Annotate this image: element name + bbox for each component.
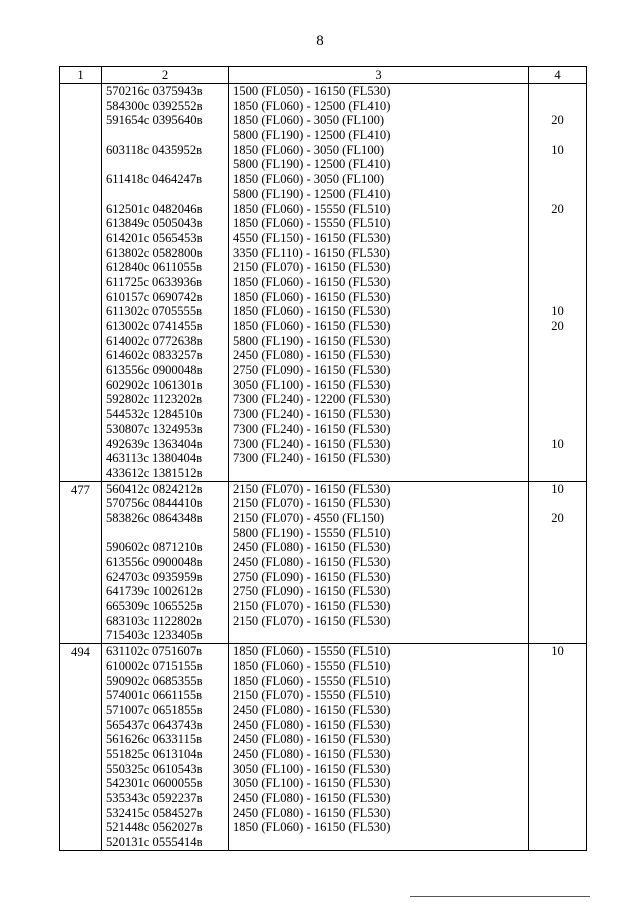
coordinate-line: 560412с 0824212в [106, 481, 203, 496]
table-group-row [60, 481, 587, 644]
coordinates-cell [102, 644, 229, 851]
table-group-row [60, 84, 587, 482]
altitude-range-line: 5800 (FL190) - 16150 (FL530) [233, 333, 391, 348]
altitude-range-line: 1850 (FL060) - 15550 (FL510) [233, 658, 391, 673]
value-line: 20 [551, 113, 564, 128]
value-line: 10 [551, 304, 564, 319]
coordinate-line: 530807с 1324953в [106, 421, 203, 436]
value-line [529, 820, 586, 835]
value-line: 10 [551, 481, 564, 496]
coordinate-line: 591654с 0395640в [106, 113, 203, 128]
altitude-range-line: 2150 (FL070) - 16150 (FL530) [233, 496, 391, 511]
coordinate-line: 602902с 1061301в [106, 377, 203, 392]
altitude-range-line: 2450 (FL080) - 16150 (FL530) [233, 791, 391, 805]
altitude-range-cell [229, 644, 529, 851]
coordinate-line: 612840с 0611055в [106, 260, 203, 275]
value-line [529, 246, 586, 261]
header-col-1: 1 [60, 67, 102, 84]
altitude-range-line: 7300 (FL240) - 16150 (FL530) [233, 407, 391, 422]
coordinate-line: 614201с 0565453в [106, 230, 203, 245]
value-line [529, 363, 586, 378]
group-id [60, 84, 102, 482]
coordinate-line [102, 157, 228, 172]
coordinate-line: 613556с 0900048в [106, 363, 203, 378]
coordinates-cell [102, 481, 229, 644]
coordinate-line: 574001с 0661155в [106, 688, 203, 703]
coordinate-line: 715403с 1233405в [106, 628, 203, 643]
coordinates-cell [102, 84, 229, 482]
value-line [529, 466, 586, 481]
value-line [529, 392, 586, 407]
airspace-table [59, 66, 587, 851]
altitude-range-line [229, 628, 528, 643]
header-col-4: 4 [529, 67, 587, 84]
altitude-range-line: 3350 (FL110) - 16150 (FL530) [233, 245, 390, 260]
header-col-2: 2 [102, 67, 229, 84]
value-line [529, 835, 586, 850]
coordinate-line: 561626с 0633115в [106, 732, 203, 747]
altitude-range-line: 2450 (FL080) - 16150 (FL530) [233, 540, 391, 555]
value-line [529, 555, 586, 570]
altitude-range-line: 2150 (FL070) - 16150 (FL530) [233, 481, 391, 496]
altitude-range-line: 2150 (FL070) - 4550 (FL150) [233, 510, 385, 525]
value-line [529, 806, 586, 821]
altitude-range-line: 2150 (FL070) - 16150 (FL530) [233, 260, 391, 275]
value-line: 10 [551, 644, 564, 659]
altitude-range-line: 7300 (FL240) - 16150 (FL530) [233, 451, 391, 466]
value-line [529, 718, 586, 733]
coordinate-line: 603118с 0435952в [106, 142, 203, 157]
value-line [529, 99, 586, 114]
coordinate-line: 610002с 0715155в [106, 658, 203, 673]
value-line [529, 128, 586, 143]
value-line [529, 584, 586, 599]
altitude-range-line: 2450 (FL080) - 16150 (FL530) [233, 348, 391, 363]
page-number: 8 [316, 33, 324, 49]
value-line [529, 599, 586, 614]
value-line [529, 216, 586, 231]
coordinate-line: 590602с 0871210в [106, 540, 203, 555]
value-line [529, 187, 586, 202]
value-line [529, 614, 586, 629]
coordinate-line: 611725с 0633936в [106, 274, 203, 289]
value-line: 20 [551, 319, 564, 333]
table-group-row [60, 644, 587, 851]
coordinate-line: 614602с 0833257в [106, 348, 203, 363]
altitude-range-line: 1850 (FL060) - 15550 (FL510) [233, 216, 391, 231]
coordinate-line: 590902с 0685355в [106, 673, 203, 688]
altitude-range-line: 7300 (FL240) - 16150 (FL530) [233, 436, 391, 451]
value-cell [529, 644, 587, 851]
altitude-range-line: 2450 (FL080) - 16150 (FL530) [233, 555, 391, 569]
value-line [529, 157, 586, 172]
group-id: 494 [60, 644, 102, 851]
altitude-range-line: 1850 (FL060) - 16150 (FL530) [233, 274, 391, 289]
value-line: 10 [551, 436, 564, 451]
coordinate-line: 532415с 0584527в [106, 805, 203, 820]
coordinate-line: 624703с 0935959в [106, 569, 203, 584]
value-line [529, 540, 586, 555]
coordinate-line: 613849с 0505043в [106, 216, 203, 231]
coordinate-line: 542301с 0600055в [106, 776, 203, 791]
coordinate-line: 614002с 0772638в [106, 333, 203, 348]
value-line [529, 747, 586, 762]
footer-rule [410, 896, 590, 897]
altitude-range-line: 1850 (FL060) - 3050 (FL100) [233, 172, 385, 187]
group-id: 477 [60, 481, 102, 644]
value-line [529, 407, 586, 422]
coordinate-line: 520131с 0555414в [106, 835, 203, 850]
header-col-3: 3 [229, 67, 529, 84]
altitude-range-line: 2150 (FL070) - 16150 (FL530) [233, 613, 391, 628]
altitude-range-line: 3050 (FL100) - 16150 (FL530) [233, 761, 391, 776]
value-line [529, 451, 586, 466]
value-line [529, 334, 586, 349]
value-line [529, 378, 586, 393]
altitude-range-line: 2450 (FL080) - 16150 (FL530) [233, 805, 391, 820]
altitude-range-line: 1850 (FL060) - 16150 (FL530) [233, 820, 391, 835]
coordinate-line: 570756с 0844410в [106, 496, 203, 511]
value-line [529, 762, 586, 777]
value-line [529, 422, 586, 437]
coordinate-line: 631102с 0751607в [106, 644, 203, 659]
altitude-range-line: 1850 (FL060) - 15550 (FL510) [233, 644, 391, 659]
value-line [529, 688, 586, 703]
altitude-range-line: 5800 (FL190) - 15550 (FL510) [233, 525, 391, 540]
altitude-range-line: 7300 (FL240) - 12200 (FL530) [233, 392, 391, 407]
altitude-range-cell [229, 481, 529, 644]
value-line [529, 776, 586, 791]
altitude-range-line: 5800 (FL190) - 12500 (FL410) [233, 128, 391, 143]
value-line: 10 [551, 142, 564, 157]
altitude-range-line [229, 835, 528, 850]
altitude-range-line: 4550 (FL150) - 16150 (FL530) [233, 230, 391, 245]
table-header-row [60, 67, 587, 84]
value-line [529, 348, 586, 363]
value-line [529, 275, 586, 290]
value-line [529, 570, 586, 585]
coordinate-line: 612501с 0482046в [106, 201, 203, 216]
coordinate-line: 584300с 0392552в [106, 98, 203, 113]
value-line [529, 659, 586, 674]
value-line [529, 791, 586, 806]
coordinate-line: 570216с 0375943в [106, 84, 203, 98]
value-cell [529, 84, 587, 482]
coordinate-line: 611302с 0705555в [106, 304, 203, 319]
coordinate-line: 641739с 1002612в [106, 584, 203, 599]
coordinate-line [102, 128, 228, 143]
coordinate-line: 535343с 0592237в [106, 791, 203, 805]
coordinate-line: 613556с 0900048в [106, 555, 203, 569]
altitude-range-line [229, 466, 528, 481]
coordinate-line: 492639с 1363404в [106, 436, 203, 451]
coordinate-line: 610157с 0690742в [106, 289, 203, 304]
altitude-range-line: 2150 (FL070) - 15550 (FL510) [233, 688, 391, 703]
value-line [529, 290, 586, 305]
coordinate-line: 550325с 0610543в [106, 761, 203, 776]
value-line [529, 496, 586, 511]
altitude-range-line: 5800 (FL190) - 12500 (FL410) [233, 157, 391, 172]
coordinate-line: 613002с 0741455в [106, 319, 203, 333]
coordinate-line: 551825с 0613104в [106, 746, 203, 761]
value-line [529, 628, 586, 643]
altitude-range-line: 1850 (FL060) - 3050 (FL100) [233, 113, 385, 128]
value-line [529, 703, 586, 718]
coordinate-line: 592802с 1123202в [106, 392, 203, 407]
coordinate-line: 665309с 1065525в [106, 599, 203, 614]
altitude-range-line: 1850 (FL060) - 3050 (FL100) [233, 142, 385, 157]
coordinate-line: 571007с 0651855в [106, 702, 203, 717]
altitude-range-cell [229, 84, 529, 482]
coordinate-line: 611418с 0464247в [106, 172, 203, 187]
altitude-range-line: 1850 (FL060) - 12500 (FL410) [233, 98, 391, 113]
altitude-range-line: 7300 (FL240) - 16150 (FL530) [233, 421, 391, 436]
value-line [529, 732, 586, 747]
altitude-range-line: 2150 (FL070) - 16150 (FL530) [233, 599, 391, 614]
altitude-range-line: 3050 (FL100) - 16150 (FL530) [233, 377, 391, 392]
coordinate-line: 565437с 0643743в [106, 717, 203, 732]
coordinate-line [102, 187, 228, 202]
altitude-range-line: 2450 (FL080) - 16150 (FL530) [233, 702, 391, 717]
value-line [529, 172, 586, 187]
value-line [529, 526, 586, 541]
altitude-range-line: 1850 (FL060) - 15550 (FL510) [233, 673, 391, 688]
altitude-range-line: 2750 (FL090) - 16150 (FL530) [233, 569, 391, 584]
altitude-range-line: 2450 (FL080) - 16150 (FL530) [233, 746, 391, 761]
value-line [529, 84, 586, 99]
coordinate-line: 544532с 1284510в [106, 407, 203, 422]
value-line [529, 260, 586, 275]
altitude-range-line: 2450 (FL080) - 16150 (FL530) [233, 732, 391, 747]
coordinate-line [102, 526, 228, 541]
coordinate-line: 463113с 1380404в [106, 451, 203, 466]
value-cell [529, 481, 587, 644]
coordinate-line: 613802с 0582800в [106, 245, 203, 260]
altitude-range-line: 2750 (FL090) - 16150 (FL530) [233, 363, 391, 378]
altitude-range-line: 3050 (FL100) - 16150 (FL530) [233, 776, 391, 791]
value-line [529, 674, 586, 689]
value-line: 20 [551, 201, 564, 216]
altitude-range-line: 1850 (FL060) - 16150 (FL530) [233, 304, 391, 319]
altitude-range-line: 1500 (FL050) - 16150 (FL530) [233, 84, 391, 98]
altitude-range-line: 5800 (FL190) - 12500 (FL410) [233, 186, 391, 201]
altitude-range-line: 2750 (FL090) - 16150 (FL530) [233, 584, 391, 599]
altitude-range-line: 2450 (FL080) - 16150 (FL530) [233, 717, 391, 732]
value-line [529, 231, 586, 246]
coordinate-line: 521448с 0562027в [106, 820, 203, 835]
altitude-range-line: 1850 (FL060) - 16150 (FL530) [233, 319, 391, 333]
coordinate-line: 583826с 0864348в [106, 510, 203, 525]
value-line: 20 [551, 510, 564, 525]
altitude-range-line: 1850 (FL060) - 15550 (FL510) [233, 201, 391, 216]
coordinate-line: 433612с 1381512в [106, 465, 203, 480]
altitude-range-line: 1850 (FL060) - 16150 (FL530) [233, 289, 391, 304]
coordinate-line: 683103с 1122802в [106, 613, 203, 628]
